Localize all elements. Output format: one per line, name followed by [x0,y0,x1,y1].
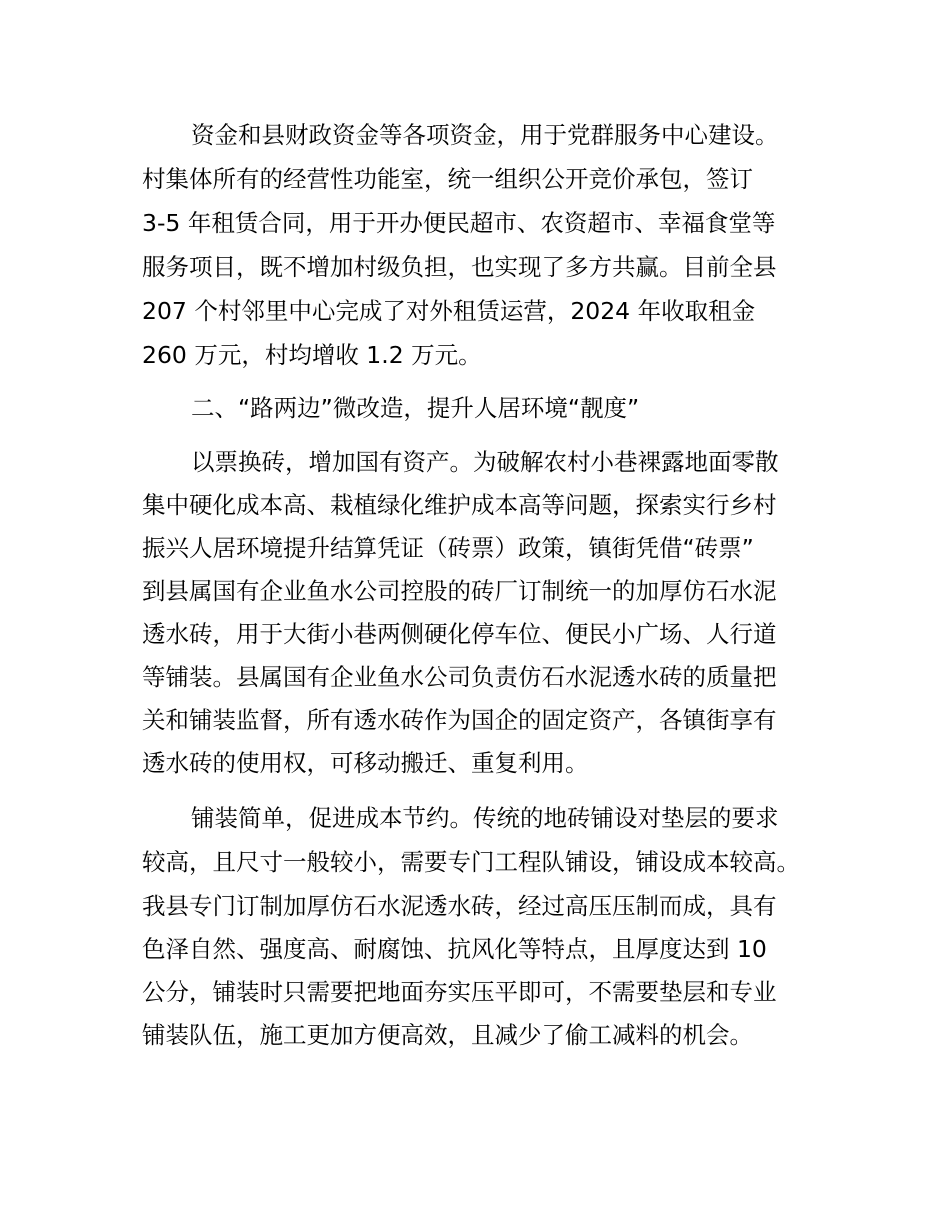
paragraph-2-line-7: 关和铺装监督，所有透水砖作为国企的固定资产，各镇街享有 [142,706,777,734]
paragraph-2-line-6: 等铺装。县属国有企业鱼水公司负责仿石水泥透水砖的质量把 [142,663,777,691]
paragraph-1-line-5: 207 个村邻里中心完成了对外租赁运营，2024 年收取租金 [142,297,756,325]
paragraph-1-line-3: 3-5 年租赁合同，用于开办便民超市、农资超市、幸福食堂等 [142,209,776,237]
paragraph-3-line-6: 铺装队伍，施工更加方便高效，且减少了偷工减料的机会。 [142,1021,753,1049]
paragraph-2-line-3: 振兴人居环境提升结算凭证（砖票）政策，镇街凭借“砖票” [142,534,754,562]
paragraph-1-line-6: 260 万元，村均增收 1.2 万元。 [142,341,482,369]
paragraph-2-line-5: 透水砖，用于大街小巷两侧硬化停车位、便民小广场、人行道 [142,620,777,648]
paragraph-2-line-8: 透水砖的使用权，可移动搬迁、重复利用。 [142,749,589,777]
paragraph-3-line-3: 我县专门订制加厚仿石水泥透水砖，经过高压压制而成，具有 [142,892,777,920]
section-heading: 二、“路两边”微改造，提升人居环境“靓度” [191,394,640,422]
paragraph-1-line-1: 资金和县财政资金等各项资金，用于党群服务中心建设。 [191,121,779,149]
paragraph-3-line-2: 较高，且尺寸一般较小，需要专门工程队铺设，铺设成本较高。 [142,848,800,876]
paragraph-3-line-5: 公分，铺装时只需要把地面夯实压平即可，不需要垫层和专业 [142,978,777,1006]
paragraph-1-line-4: 服务项目，既不增加村级负担，也实现了多方共赢。目前全县 [142,253,777,281]
paragraph-3-line-1: 铺装简单，促进成本节约。传统的地砖铺设对垫层的要求 [191,804,779,832]
paragraph-2-line-1: 以票换砖，增加国有资产。为破解农村小巷裸露地面零散 [191,448,779,476]
paragraph-3-line-4: 色泽自然、强度高、耐腐蚀、抗风化等特点，且厚度达到 10 [142,935,767,963]
paragraph-2-line-4: 到县属国有企业鱼水公司控股的砖厂订制统一的加厚仿石水泥 [142,577,777,605]
paragraph-2-line-2: 集中硬化成本高、栽植绿化维护成本高等问题，探索实行乡村 [142,491,777,519]
paragraph-1-line-2: 村集体所有的经营性功能室，统一组织公开竞价承包，签订 [142,165,753,193]
